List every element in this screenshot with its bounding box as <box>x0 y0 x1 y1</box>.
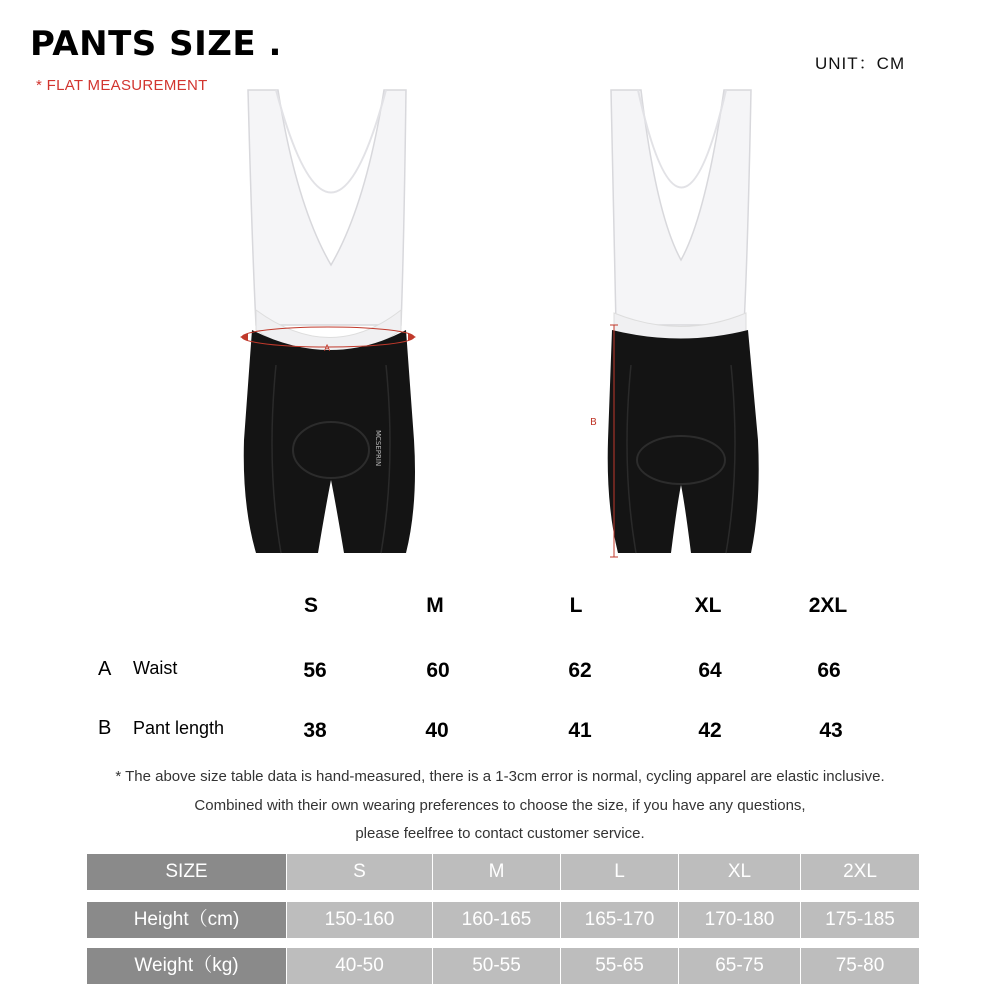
title-dot: . <box>268 24 282 64</box>
flat-measurement-note: * FLAT MEASUREMENT <box>36 77 208 94</box>
fit-header-cell: XL <box>679 854 801 890</box>
disclaimer-line-1: * The above size table data is hand-measured, there is a 1-3cm error is normal, cycling apparel are elastic inclusive. <box>115 768 885 785</box>
row-letter-a: A <box>98 658 112 680</box>
pant-length-value: 41 <box>568 719 592 742</box>
front-brand-text: MCSEPRIN <box>374 430 382 467</box>
waist-value: 62 <box>568 659 592 682</box>
fit-height-cell: 175-185 <box>801 902 919 938</box>
fit-height-cell: 150-160 <box>287 902 433 938</box>
front-strap-left <box>248 90 406 325</box>
pant-length-value: 38 <box>303 719 327 742</box>
waist-value: 66 <box>817 659 841 682</box>
fit-height-cell: 160-165 <box>433 902 561 938</box>
fit-header-cell: M <box>433 854 561 890</box>
row-letter-b: B <box>98 717 112 739</box>
fit-weight-cell: 75-80 <box>801 948 919 984</box>
pant-length-value: 40 <box>425 719 449 742</box>
fit-weight-label: Weight（kg) <box>87 948 287 984</box>
row-name-waist: Waist <box>133 658 178 678</box>
fit-weight-cell: 65-75 <box>679 948 801 984</box>
size-header-xl: XL <box>694 594 722 617</box>
size-header-m: M <box>426 594 444 617</box>
waist-measure-label: A <box>324 344 331 354</box>
title-text: PANTS SIZE <box>30 24 257 64</box>
waist-value: 56 <box>303 659 327 682</box>
fit-table-height-row <box>87 902 919 938</box>
fit-table-header-row <box>87 854 919 890</box>
fit-header-cell: S <box>287 854 433 890</box>
size-header-2xl: 2XL <box>808 594 848 617</box>
unit-label: UNIT：CM <box>815 54 906 73</box>
waist-value: 64 <box>698 659 722 682</box>
fit-height-cell: 165-170 <box>561 902 679 938</box>
fit-height-label: Height（cm) <box>87 902 287 938</box>
disclaimer-line-3: please feelfree to contact customer service. <box>355 825 645 842</box>
fit-table-weight-row <box>87 948 919 984</box>
fit-weight-cell: 50-55 <box>433 948 561 984</box>
fit-weight-cell: 55-65 <box>561 948 679 984</box>
length-measure-label: B <box>590 417 597 428</box>
back-shorts-body <box>608 330 759 553</box>
size-header-l: L <box>569 594 583 617</box>
back-strap <box>611 90 751 325</box>
page-title <box>30 24 282 64</box>
pant-length-value: 42 <box>698 719 722 742</box>
fit-weight-cell: 40-50 <box>287 948 433 984</box>
disclaimer-line-2: Combined with their own wearing preferences to choose the size, if you have any questions, <box>194 797 806 814</box>
fit-header-label: SIZE <box>87 854 287 890</box>
bib-shorts-front-image <box>236 85 426 560</box>
waist-value: 60 <box>426 659 450 682</box>
bib-shorts-back-image <box>586 85 776 560</box>
fit-height-cell: 170-180 <box>679 902 801 938</box>
fit-header-cell: 2XL <box>801 854 919 890</box>
row-name-pant-length: Pant length <box>133 718 225 738</box>
pant-length-value: 43 <box>819 719 843 742</box>
size-header-s: S <box>303 594 318 617</box>
fit-header-cell: L <box>561 854 679 890</box>
